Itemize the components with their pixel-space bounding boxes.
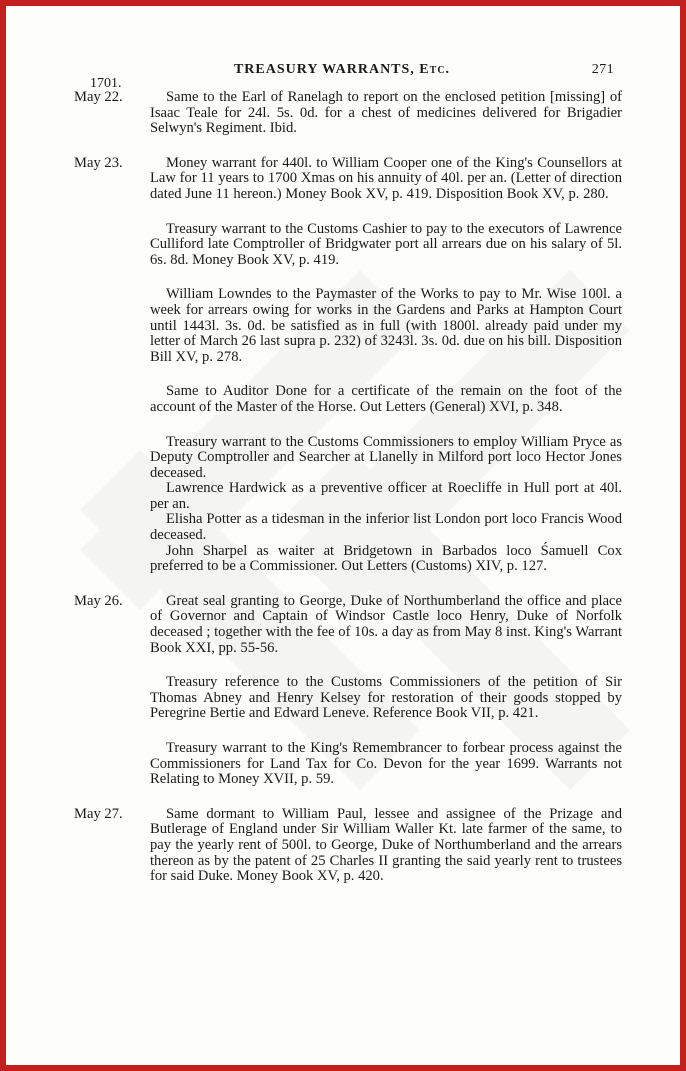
entry: [62, 435, 622, 575]
entry-subitem: Lawrence Hardwick as a preventive officer at Roecliffe in Hull port at 40l. per an.: [150, 480, 622, 512]
entry: [62, 594, 622, 656]
entry-text: Treasury warrant to the King's Remembrancer to forbear process against the Commissioners for Land Tax for Co. Devon for the year 1699. Warrants not Relating to Money XVII, p. 59.: [150, 740, 622, 788]
entry-subitem: John Sharpel as waiter at Bridgetown in Barbados loco Śamuell Cox preferred to be a Commissioner. Out Letters (Customs) XIV, p. 127.: [150, 542, 622, 575]
entry: [62, 384, 622, 415]
entry-subitem: Elisha Potter as a tidesman in the inferior list London port loco Francis Wood deceased.: [150, 511, 622, 544]
entry: [62, 90, 622, 137]
entry-date: May 26.: [74, 592, 123, 609]
entry: [62, 741, 622, 788]
page-number: 271: [591, 62, 614, 77]
entry-date: May 23.: [74, 154, 123, 171]
entry: [62, 675, 622, 722]
entry-text: Same dormant to William Paul, lessee and assignee of the Prizage and Butlerage of England under Sir William Waller Kt. late farmer of the same, to pay the yearly rent of 500l. to George, Duke of Northumberland and the arrears thereon as by the patent of 25 Charles II granting the said yearly rent to trustees for said Duke. Money Book XV, p. 420.: [150, 805, 622, 885]
entry: [62, 222, 622, 269]
page-header: [62, 62, 622, 82]
entry-text: Money warrant for 440l. to William Cooper one of the King's Counsellors at Law for 11 years to 1700 Xmas on his annuity of 40l. per an. (Letter of direction dated June 11 hereon.) Money Book XV, p. 419. Disposition Book XV, p. 280.: [150, 154, 622, 202]
entry-text: Treasury reference to the Customs Commissioners of the petition of Sir Thomas Abney and Henry Kelsey for restoration of their goods stopped by Peregrine Bertie and Edward Leneve. Reference Book VII, p. 421.: [150, 674, 622, 722]
entry: [62, 287, 622, 365]
document-page: [62, 62, 622, 885]
entry: [62, 807, 622, 885]
entry-text: Same to the Earl of Ranelagh to report on the enclosed petition [missing] of Isaac Teale for 24l. 5s. 0d. for a chest of medicines delivered for Brigadier Selwyn's Regiment. Ibid.: [150, 89, 622, 137]
entry-text: Treasury warrant to the Customs Cashier to pay to the executors of Lawrence Culliford late Comptroller of Bridgwater port all arrears due on his salary of 5l. 6s. 8d. Money Book XV, p. 419.: [150, 220, 622, 268]
entry: [62, 156, 622, 203]
entry-text: Great seal granting to George, Duke of Northumberland the office and place of Governor and Captain of Windsor Castle loco Henry, Duke of Norfolk deceased ; together with the fee of 10s. a day as from May 8 inst. King's Warrant Book XXI, pp. 55-56.: [150, 592, 622, 656]
year-label: 1701.: [90, 76, 122, 91]
entry-text: Treasury warrant to the Customs Commissioners to employ William Pryce as Deputy Comptroller and Searcher at Llanelly in Milford port loco Hector Jones deceased.: [150, 433, 622, 481]
entry-date: May 27.: [74, 805, 123, 822]
entry-text: Same to Auditor Done for a certificate of the remain on the foot of the account of the Master of the Horse. Out Letters (General) XVI, p. 348.: [150, 383, 622, 415]
entry-date: May 22.: [74, 89, 123, 105]
running-title: TREASURY WARRANTS, Etc.: [233, 62, 451, 77]
entry-text: William Lowndes to the Paymaster of the Works to pay to Mr. Wise 100l. a week for arrears owing for works in the Gardens and Parks at Hampton Court until 1443l. 3s. 0d. be satisfied as in full (with 1800l. already paid under my letter of March 26 last supra p. 232) of 3243l. 3s. 0d. due on his bill. Disposition Bill XV, p. 278.: [150, 286, 622, 365]
